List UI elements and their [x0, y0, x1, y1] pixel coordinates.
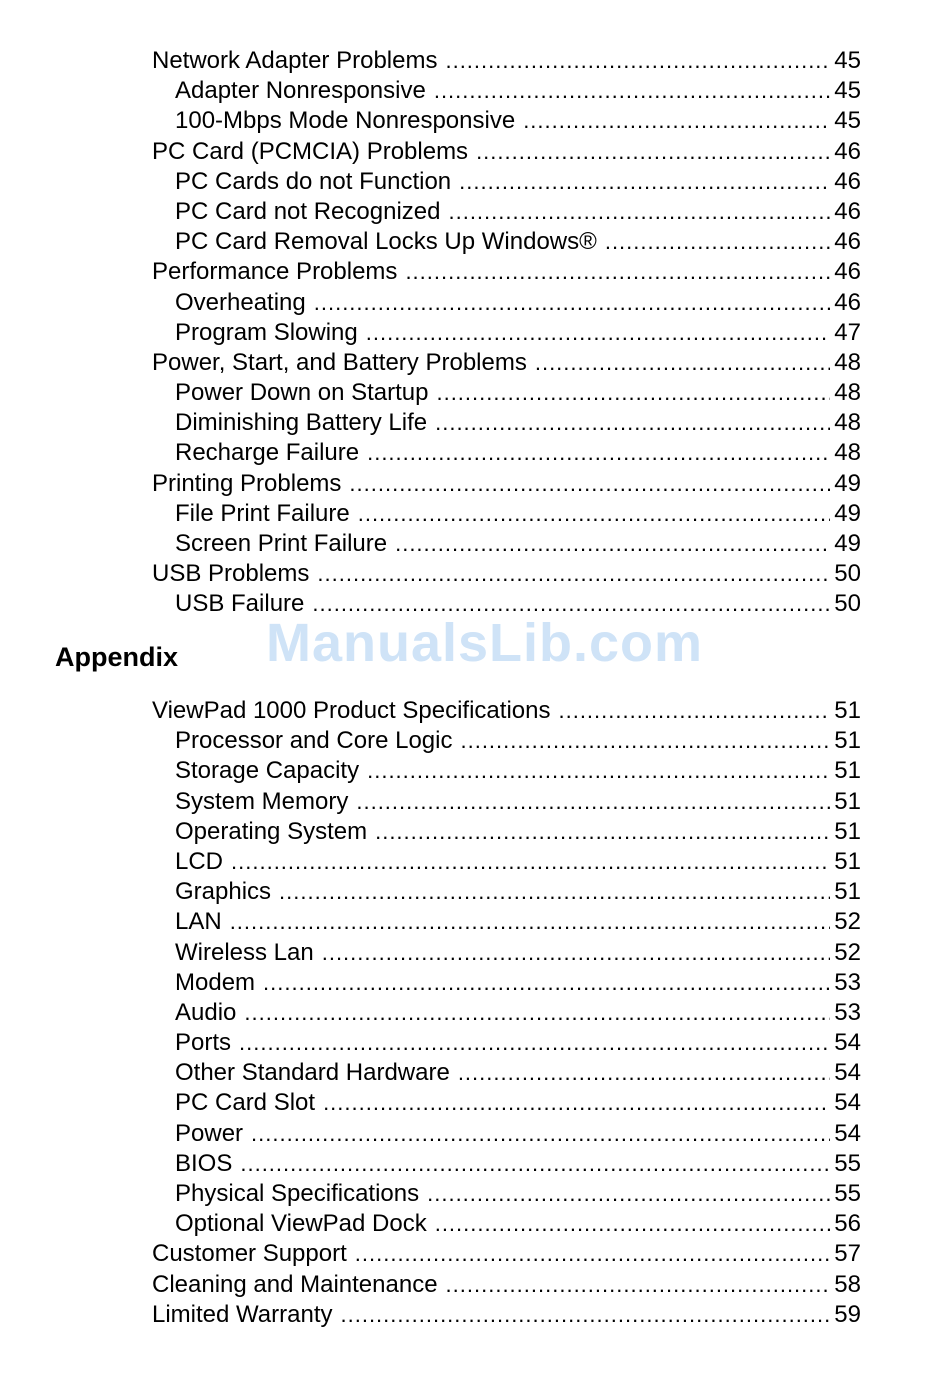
toc-entry[interactable]: [152, 257, 861, 287]
toc-entry-title: Performance Problems: [152, 258, 398, 286]
toc-entry-title: PC Card Removal Locks Up Windows®: [175, 228, 597, 256]
toc-entry-page-number: 46: [834, 228, 861, 256]
toc-entry-title: Operating System: [175, 817, 368, 845]
dot-leader: [458, 1058, 830, 1088]
toc-entry-title: Cleaning and Maintenance: [152, 1270, 438, 1298]
dot-leader: [230, 907, 831, 937]
toc-entry-page-number: 46: [834, 288, 861, 316]
toc-entry-page-number: 49: [834, 469, 861, 497]
dot-leader: [445, 46, 830, 76]
toc-entry-page-number: 54: [834, 1029, 861, 1057]
dot-leader: [239, 1028, 830, 1058]
dot-leader: [244, 998, 830, 1028]
dot-leader: [322, 938, 831, 968]
toc-entry[interactable]: [152, 197, 861, 227]
toc-entry-title: PC Card Slot: [175, 1089, 316, 1117]
toc-entry-page-number: 50: [834, 560, 861, 588]
toc-entry-title: Storage Capacity: [175, 757, 360, 785]
toc-entry-title: Overheating: [175, 288, 306, 316]
toc-entry[interactable]: [152, 968, 861, 998]
toc-entry-title: BIOS: [175, 1149, 233, 1177]
toc-entry[interactable]: [152, 1119, 861, 1149]
toc-entry-page-number: 50: [834, 590, 861, 618]
dot-leader: [367, 756, 830, 786]
toc-entry[interactable]: [152, 938, 861, 968]
toc-entry-title: USB Problems: [152, 560, 310, 588]
dot-leader: [279, 877, 830, 907]
toc-entry-title: PC Card not Recognized: [175, 197, 441, 225]
toc-entry-title: Adapter Nonresponsive: [175, 77, 426, 105]
toc-entry-title: Network Adapter Problems: [152, 47, 438, 74]
dot-leader: [358, 499, 831, 529]
toc-list-troubleshooting: [152, 46, 861, 620]
dot-leader: [314, 288, 831, 318]
toc-entry-page-number: 51: [834, 878, 861, 906]
dot-leader: [535, 348, 830, 378]
toc-entry-page-number: 51: [834, 817, 861, 845]
toc-entry-title: 100-Mbps Mode Nonresponsive: [175, 107, 516, 135]
toc-entry-page-number: 51: [834, 787, 861, 815]
dot-leader: [317, 559, 830, 589]
toc-entry[interactable]: [152, 499, 861, 529]
dot-leader: [323, 1088, 830, 1118]
toc-entry-title: Modem: [175, 968, 256, 996]
dot-leader: [355, 1239, 831, 1269]
dot-leader: [435, 408, 830, 438]
toc-entry-page-number: 46: [834, 258, 861, 286]
watermark: ManualsLib.com: [266, 613, 704, 673]
toc-entry[interactable]: [152, 227, 861, 257]
toc-entry-title: Ports: [175, 1029, 232, 1057]
toc-entry[interactable]: [152, 1209, 861, 1239]
toc-entry-title: Optional ViewPad Dock: [175, 1210, 427, 1238]
toc-entry-title: Power: [175, 1119, 244, 1147]
toc-entry[interactable]: [152, 1058, 861, 1088]
dot-leader: [605, 227, 830, 257]
toc-entry-page-number: 56: [834, 1210, 861, 1238]
toc-entry-page-number: 52: [834, 908, 861, 936]
toc-entry[interactable]: [152, 817, 861, 847]
toc-entry-page-number: 46: [834, 167, 861, 195]
dot-leader: [395, 529, 830, 559]
toc-entry[interactable]: [152, 696, 861, 726]
dot-leader: [366, 318, 831, 348]
toc-entry-page-number: 55: [834, 1149, 861, 1177]
toc-entry[interactable]: [152, 726, 861, 756]
toc-entry[interactable]: [152, 46, 861, 76]
dot-leader: [435, 1209, 831, 1239]
dot-leader: [459, 167, 830, 197]
toc-entry-title: Audio: [175, 998, 237, 1026]
toc-entry-page-number: 45: [834, 107, 861, 135]
toc-entry-page-number: 48: [834, 409, 861, 437]
toc-entry-title: Limited Warranty: [152, 1300, 333, 1328]
toc-entry[interactable]: [152, 998, 861, 1028]
toc-entry[interactable]: [152, 438, 861, 468]
toc-entry-page-number: 59: [834, 1300, 861, 1328]
toc-entry[interactable]: [152, 1270, 861, 1300]
dot-leader: [356, 787, 830, 817]
toc-entry-title: Processor and Core Logic: [175, 727, 453, 755]
toc-entry-page-number: 49: [834, 499, 861, 527]
toc-entry[interactable]: [152, 877, 861, 907]
toc-entry[interactable]: [152, 907, 861, 937]
toc-entry-title: Wireless Lan: [175, 938, 314, 966]
toc-entry-title: System Memory: [175, 787, 349, 815]
toc-entry-title: Customer Support: [152, 1240, 347, 1268]
toc-entry[interactable]: [152, 106, 861, 136]
dot-leader: [427, 1179, 830, 1209]
toc-entry-title: Power Down on Startup: [175, 379, 429, 407]
toc-entry[interactable]: [152, 1239, 861, 1269]
toc-entry[interactable]: [152, 318, 861, 348]
toc-entry[interactable]: [152, 378, 861, 408]
toc-entry[interactable]: [152, 1028, 861, 1058]
toc-entry-page-number: 58: [834, 1270, 861, 1298]
toc-entry-page-number: 48: [834, 379, 861, 407]
dot-leader: [240, 1149, 830, 1179]
dot-leader: [460, 726, 830, 756]
dot-leader: [341, 1300, 831, 1330]
toc-entry[interactable]: [152, 1179, 861, 1209]
toc-entry-page-number: 47: [834, 318, 861, 346]
dot-leader: [558, 696, 830, 726]
dot-leader: [231, 847, 830, 877]
dot-leader: [448, 197, 830, 227]
toc-entry-title: PC Cards do not Function: [175, 167, 452, 195]
toc-entry-title: LAN: [175, 908, 222, 936]
toc-entry-title: ViewPad 1000 Product Specifications: [152, 697, 551, 724]
toc-entry-page-number: 54: [834, 1089, 861, 1117]
toc-entry-page-number: 54: [834, 1119, 861, 1147]
toc-entry[interactable]: [152, 529, 861, 559]
toc-entry-title: LCD: [175, 847, 224, 875]
toc-entry-title: Graphics: [175, 878, 272, 906]
toc-entry-page-number: 51: [834, 847, 861, 875]
toc-entry-title: Program Slowing: [175, 318, 358, 346]
toc-entry-page-number: 46: [834, 137, 861, 165]
dot-leader: [251, 1119, 830, 1149]
toc-entry-page-number: 52: [834, 938, 861, 966]
toc-entry[interactable]: [152, 559, 861, 589]
toc-entry[interactable]: [152, 348, 861, 378]
toc-entry-page-number: 53: [834, 968, 861, 996]
appendix-heading: Appendix: [55, 642, 179, 672]
toc-entry-page-number: 51: [834, 757, 861, 785]
toc-entry[interactable]: [152, 469, 861, 499]
toc-entry[interactable]: [152, 76, 861, 106]
toc-entry-page-number: 46: [834, 197, 861, 225]
dot-leader: [476, 137, 830, 167]
toc-entry[interactable]: [152, 787, 861, 817]
toc-entry-title: Physical Specifications: [175, 1180, 420, 1207]
dot-leader: [375, 817, 830, 847]
toc-entry-page-number: 53: [834, 998, 861, 1026]
toc-entry[interactable]: [152, 167, 861, 197]
toc-entry[interactable]: [152, 847, 861, 877]
dot-leader: [349, 469, 830, 499]
dot-leader: [434, 76, 830, 106]
toc-entry-title: Screen Print Failure: [175, 530, 388, 557]
toc-entry-page-number: 57: [834, 1240, 861, 1268]
toc-entry[interactable]: [152, 137, 861, 167]
toc-entry-title: Recharge Failure: [175, 439, 360, 467]
toc-entry-page-number: 51: [834, 727, 861, 755]
toc-entry[interactable]: [152, 288, 861, 318]
toc-entry-page-number: 51: [834, 697, 861, 724]
toc-entry-title: Printing Problems: [152, 469, 342, 497]
dot-leader: [436, 378, 830, 408]
toc-entry[interactable]: [152, 756, 861, 786]
toc-entry[interactable]: [152, 1300, 861, 1330]
toc-entry-title: Other Standard Hardware: [175, 1059, 450, 1087]
toc-entry-page-number: 49: [834, 530, 861, 557]
toc-entry-title: USB Failure: [175, 590, 305, 618]
toc-entry-title: PC Card (PCMCIA) Problems: [152, 137, 469, 165]
toc-entry-title: File Print Failure: [175, 499, 350, 527]
toc-entry-page-number: 54: [834, 1059, 861, 1087]
toc-entry-page-number: 48: [834, 348, 861, 376]
toc-entry-title: Power, Start, and Battery Problems: [152, 348, 527, 376]
toc-list-appendix: [152, 696, 861, 1330]
toc-entry[interactable]: [152, 1088, 861, 1118]
toc-entry[interactable]: [152, 1149, 861, 1179]
dot-leader: [263, 968, 830, 998]
dot-leader: [523, 106, 830, 136]
toc-entry-title: Diminishing Battery Life: [175, 409, 428, 437]
dot-leader: [367, 438, 830, 468]
toc-entry-page-number: 48: [834, 439, 861, 467]
dot-leader: [446, 1270, 831, 1300]
toc-entry-page-number: 45: [834, 47, 861, 74]
dot-leader: [405, 257, 830, 287]
toc-entry[interactable]: [152, 408, 861, 438]
toc-entry-page-number: 45: [834, 77, 861, 105]
toc-entry-page-number: 55: [834, 1180, 861, 1207]
